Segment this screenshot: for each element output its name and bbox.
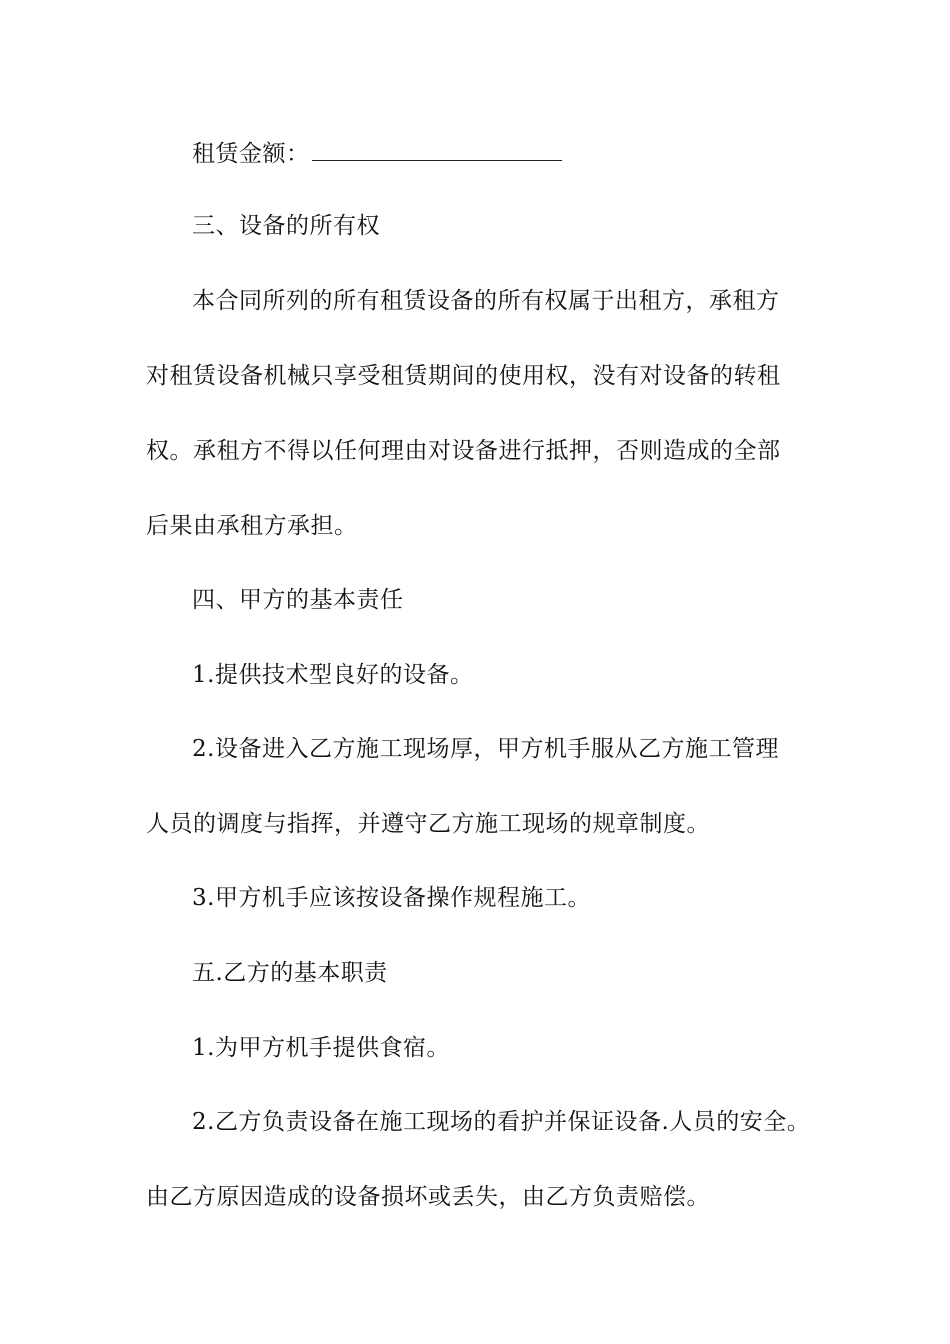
section-4-item-2-line-2: 人员的调度与指挥，并遵守乙方施工现场的规章制度。 <box>146 811 710 837</box>
section-4-item-1: 1.提供技术型良好的设备。 <box>192 662 474 688</box>
rent-amount-row <box>192 138 872 169</box>
section-3-para-line-2: 对租赁设备机械只享受租赁期间的使用权，没有对设备的转租 <box>146 363 781 389</box>
section-4-item-3: 3.甲方机手应该按设备操作规程施工。 <box>192 885 591 911</box>
rent-amount-label: 租赁金额： <box>192 141 310 167</box>
section-3-para-line-4: 后果由承租方承担。 <box>146 513 358 539</box>
section-5-item-2-line-1: 2.乙方负责设备在施工现场的看护并保证设备.人员的安全。 <box>192 1109 811 1135</box>
section-5-heading: 五.乙方的基本职责 <box>192 960 388 986</box>
section-4-item-2-line-1: 2.设备进入乙方施工现场厚，甲方机手服从乙方施工管理 <box>192 736 779 762</box>
section-5-item-1: 1.为甲方机手提供食宿。 <box>192 1035 450 1061</box>
section-3-para-line-1: 本合同所列的所有租赁设备的所有权属于出租方，承租方 <box>192 288 780 314</box>
section-3-para-line-3: 权。承租方不得以任何理由对设备进行抵押，否则造成的全部 <box>146 438 781 464</box>
section-5-item-2-line-2: 由乙方原因造成的设备损坏或丢失，由乙方负责赔偿。 <box>146 1184 710 1210</box>
section-3-heading: 三、设备的所有权 <box>192 213 380 239</box>
section-4-heading: 四、甲方的基本责任 <box>192 587 404 613</box>
rent-amount-blank-line <box>312 138 562 161</box>
